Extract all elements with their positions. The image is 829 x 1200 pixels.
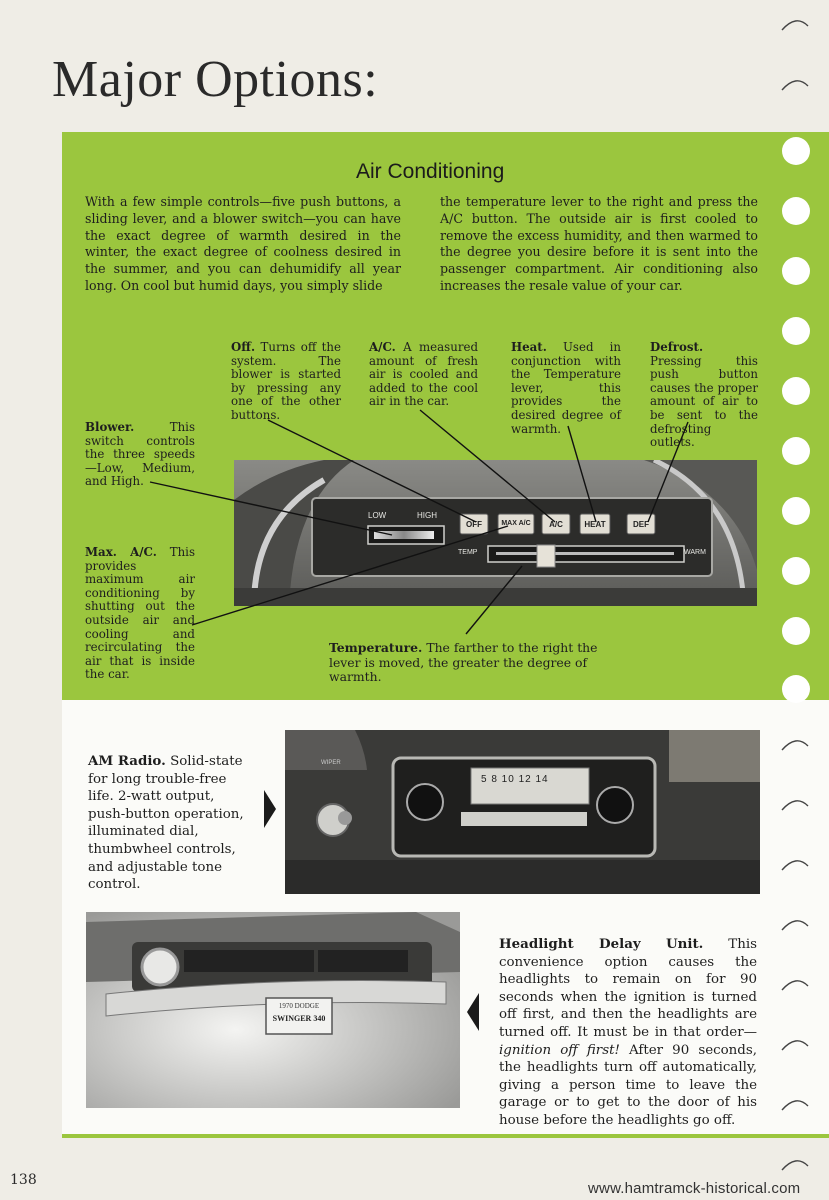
callout-blower	[85, 421, 195, 489]
panel-temp-label: TEMP	[458, 549, 478, 556]
headlight-car-photo	[86, 912, 460, 1108]
climate-panel-illustration	[234, 460, 757, 606]
callout-off-text: Turns off the system. The blower is started by pressing any one of the other buttons.	[231, 340, 341, 422]
headlight-delay-text-1: This convenience option causes the headlights to remain on for 90 seconds when the ignition is turned off first, and then the headlights are turned off. It must be in that order—	[499, 937, 758, 1040]
callout-blower-text: This switch controls the three speeds—Low, Medium, and High.	[85, 420, 195, 489]
wiper-label: WIPER	[321, 760, 341, 766]
callout-ac-term: A/C.	[369, 340, 396, 354]
headlight-delay-term: Headlight Delay Unit.	[499, 936, 704, 952]
callout-max-ac-term: Max. A/C.	[85, 545, 157, 559]
panel-button-off: OFF	[466, 520, 482, 529]
panel-high-label: HIGH	[417, 511, 437, 520]
am-radio-description	[88, 753, 246, 894]
callout-max-ac-text: This provides maximum air conditioning by shutting out the outside air and cooling and recirculating the air that is inside the car.	[85, 545, 195, 682]
headlight-delay-description	[499, 936, 757, 1130]
page-title: Major Options:	[52, 51, 379, 108]
callout-defrost-text: Pressing this push button causes the proper amount of air to be sent to the defrosting outlets.	[650, 353, 758, 450]
callout-off-term: Off.	[231, 340, 256, 354]
callout-defrost	[650, 341, 758, 450]
callout-temperature	[329, 641, 619, 685]
callout-heat	[511, 341, 621, 436]
callout-defrost-term: Defrost.	[650, 340, 704, 354]
pointer-right-icon	[264, 790, 276, 828]
callout-heat-text: Used in conjunction with the Temperature lever, this provides the desired degree of warmth.	[511, 340, 622, 436]
plate-line-1: 1970 DODGE	[278, 1002, 320, 1010]
callout-ac	[369, 341, 478, 409]
air-conditioning-heading: Air Conditioning	[356, 160, 505, 183]
radio-dial-numbers: 5 8 10 12 14	[481, 774, 549, 785]
plate-line-2: SWINGER 340	[272, 1014, 326, 1023]
am-radio-photo	[285, 730, 760, 894]
am-radio-term: AM Radio.	[88, 753, 166, 769]
callout-off	[231, 341, 341, 423]
ac-intro-right: the temperature lever to the right and press the A/C button. The outside air is first cooled to remove the excess humidity, and then warmed to the degree you desire before it is sent into the passenger compartment. Air conditioning also increases the resale value of your car.	[440, 194, 758, 293]
car-front-illustration	[86, 912, 460, 1108]
panel-button-heat: HEAT	[584, 520, 606, 529]
binder-hole-outline	[782, 1161, 808, 1170]
page-number: 138	[10, 1172, 37, 1188]
pointer-left-icon	[467, 993, 479, 1031]
panel-button-max-ac: MAX A/C	[501, 520, 531, 527]
callout-temperature-term: Temperature.	[329, 640, 423, 655]
climate-control-panel-photo	[234, 460, 757, 606]
panel-low-label: LOW	[368, 511, 387, 520]
am-radio-text: Solid-state for long trouble-free life. 2-watt output, push-button operation, illuminated dial, thumbwheel controls, and adjustable tone control.	[88, 754, 244, 893]
ac-intro-left: With a few simple controls—five push buttons, a sliding lever, and a blower switch—you can have the exact degree of warmth desired in the winter, the exact degree of coolness desired in the summer, and you can dehumidify all year long. On cool but humid days, you simply slide	[85, 194, 401, 293]
headlight-delay-emphasis: ignition off first!	[499, 1042, 620, 1058]
callout-heat-term: Heat.	[511, 340, 547, 354]
am-radio-illustration	[285, 730, 760, 894]
binder-hole-outline	[782, 21, 808, 30]
callout-blower-term: Blower.	[85, 420, 135, 434]
watermark-url: www.hamtramck-historical.com	[588, 1180, 801, 1197]
panel-button-ac: A/C	[549, 520, 563, 529]
panel-button-def: DEF	[633, 520, 649, 529]
panel-warm-label: WARM	[684, 549, 706, 556]
callout-max-ac	[85, 546, 195, 682]
callout-temperature-text: The farther to the right the lever is moved, the greater the degree of warmth.	[329, 640, 598, 684]
callout-ac-text: A measured amount of fresh air is cooled and added to the cool air in the car.	[369, 340, 478, 409]
green-rule	[62, 1134, 829, 1138]
headlight-delay-text-2: After 90 seconds, the headlights turn off automatically, giving a person time to leave the garage or to get to the door of his house before the headlights go off.	[499, 1042, 758, 1128]
binder-hole-outline	[782, 81, 808, 90]
